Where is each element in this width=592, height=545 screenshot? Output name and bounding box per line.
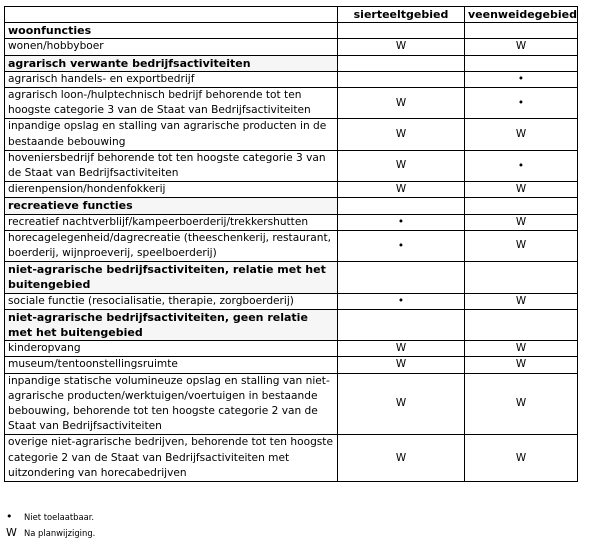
sierteelt-value: • xyxy=(338,293,465,309)
veenweide-value: • xyxy=(465,88,578,119)
function-label: agrarisch loon-/hulptechnisch bedrijf behorende tot ten hoogste categorie 3 van de Staat van Bedrijfsactiviteiten xyxy=(5,88,338,119)
table-row xyxy=(5,119,578,150)
table-row xyxy=(5,293,578,309)
section-label: recreatieve functies xyxy=(5,198,338,214)
legend-item-after-plan-change xyxy=(6,526,95,539)
sierteelt-value: W xyxy=(338,39,465,55)
function-matrix-table xyxy=(4,6,578,482)
w-symbol-icon: W xyxy=(6,526,17,539)
veenweide-value: W xyxy=(465,230,578,261)
legend-text: Na planwijziging. xyxy=(24,527,96,538)
empty-cell xyxy=(465,262,578,293)
table-row xyxy=(5,39,578,55)
table-row xyxy=(5,150,578,181)
veenweide-value: W xyxy=(465,373,578,435)
legend-item-not-allowed xyxy=(6,510,94,523)
section-row xyxy=(5,55,578,71)
table-row xyxy=(5,214,578,230)
header-cell-function xyxy=(5,7,338,23)
sierteelt-value: W xyxy=(338,88,465,119)
function-label: museum/tentoonstellingsruimte xyxy=(5,357,338,373)
function-label: inpandige statische volumineuze opslag en stalling van niet-agrarische producten/werktuigen/voertuigen in bestaande bebouwing, behorende tot ten hoogste categorie 2 van de Staat van Bedrijfsactiviteiten xyxy=(5,373,338,435)
empty-cell xyxy=(338,55,465,71)
bullet-icon: • xyxy=(6,510,13,523)
empty-cell xyxy=(465,198,578,214)
section-label: niet-agrarische bedrijfsactiviteiten, relatie met het buitengebied xyxy=(5,262,338,293)
sierteelt-value: W xyxy=(338,373,465,435)
sierteelt-value: W xyxy=(338,150,465,181)
empty-cell xyxy=(338,23,465,39)
empty-cell xyxy=(465,23,578,39)
empty-cell xyxy=(465,309,578,340)
sierteelt-value: W xyxy=(338,341,465,357)
sierteelt-value: • xyxy=(338,230,465,261)
section-row xyxy=(5,23,578,39)
function-label: overige niet-agrarische bedrijven, behorende tot ten hoogste categorie 2 van de Staat van Bedrijfsactiviteiten met uitzondering van horecabedrijven xyxy=(5,435,338,482)
section-row xyxy=(5,262,578,293)
veenweide-value: W xyxy=(465,214,578,230)
veenweide-value: W xyxy=(465,341,578,357)
function-label: recreatief nachtverblijf/kampeerboerderij/trekkershutten xyxy=(5,214,338,230)
sierteelt-value: W xyxy=(338,182,465,198)
empty-cell xyxy=(338,198,465,214)
empty-cell xyxy=(338,309,465,340)
sierteelt-value: W xyxy=(338,357,465,373)
section-row xyxy=(5,309,578,340)
veenweide-value: W xyxy=(465,39,578,55)
table-row xyxy=(5,373,578,435)
sierteelt-value: W xyxy=(338,435,465,482)
veenweide-value: W xyxy=(465,435,578,482)
veenweide-value: W xyxy=(465,293,578,309)
sierteelt-value: W xyxy=(338,119,465,150)
table-row xyxy=(5,357,578,373)
table-row xyxy=(5,71,578,87)
section-label: niet-agrarische bedrijfsactiviteiten, geen relatie met het buitengebied xyxy=(5,309,338,340)
empty-cell xyxy=(465,55,578,71)
function-label: wonen/hobbyboer xyxy=(5,39,338,55)
function-label: inpandige opslag en stalling van agrarische producten in de bestaande bebouwing xyxy=(5,119,338,150)
header-cell-veenweidegebied: veenweidegebied xyxy=(465,7,578,23)
sierteelt-value xyxy=(338,71,465,87)
table-row xyxy=(5,230,578,261)
table-row xyxy=(5,88,578,119)
veenweide-value: W xyxy=(465,119,578,150)
function-label: agrarisch handels- en exportbedrijf xyxy=(5,71,338,87)
veenweide-value: W xyxy=(465,182,578,198)
legend-text: Niet toelaatbaar. xyxy=(24,511,95,522)
table-header-row xyxy=(5,7,578,23)
veenweide-value: • xyxy=(465,71,578,87)
sierteelt-value: • xyxy=(338,214,465,230)
header-cell-sierteeltgebied: sierteeltgebied xyxy=(338,7,465,23)
veenweide-value: • xyxy=(465,150,578,181)
function-label: horecagelegenheid/dagrecreatie (theeschenkerij, restaurant, boerderij, wijnproeverij, speelboerderij) xyxy=(5,230,338,261)
section-label: agrarisch verwante bedrijfsactiviteiten xyxy=(5,55,338,71)
veenweide-value: W xyxy=(465,357,578,373)
section-row xyxy=(5,198,578,214)
function-label: kinderopvang xyxy=(5,341,338,357)
table-row xyxy=(5,182,578,198)
table-row xyxy=(5,435,578,482)
function-label: sociale functie (resocialisatie, therapie, zorgboerderij) xyxy=(5,293,338,309)
empty-cell xyxy=(338,262,465,293)
table-row xyxy=(5,341,578,357)
function-label: hoveniersbedrijf behorende tot ten hoogste categorie 3 van de Staat van Bedrijfsactiviteiten xyxy=(5,150,338,181)
function-label: dierenpension/hondenfokkerij xyxy=(5,182,338,198)
section-label: woonfuncties xyxy=(5,23,338,39)
